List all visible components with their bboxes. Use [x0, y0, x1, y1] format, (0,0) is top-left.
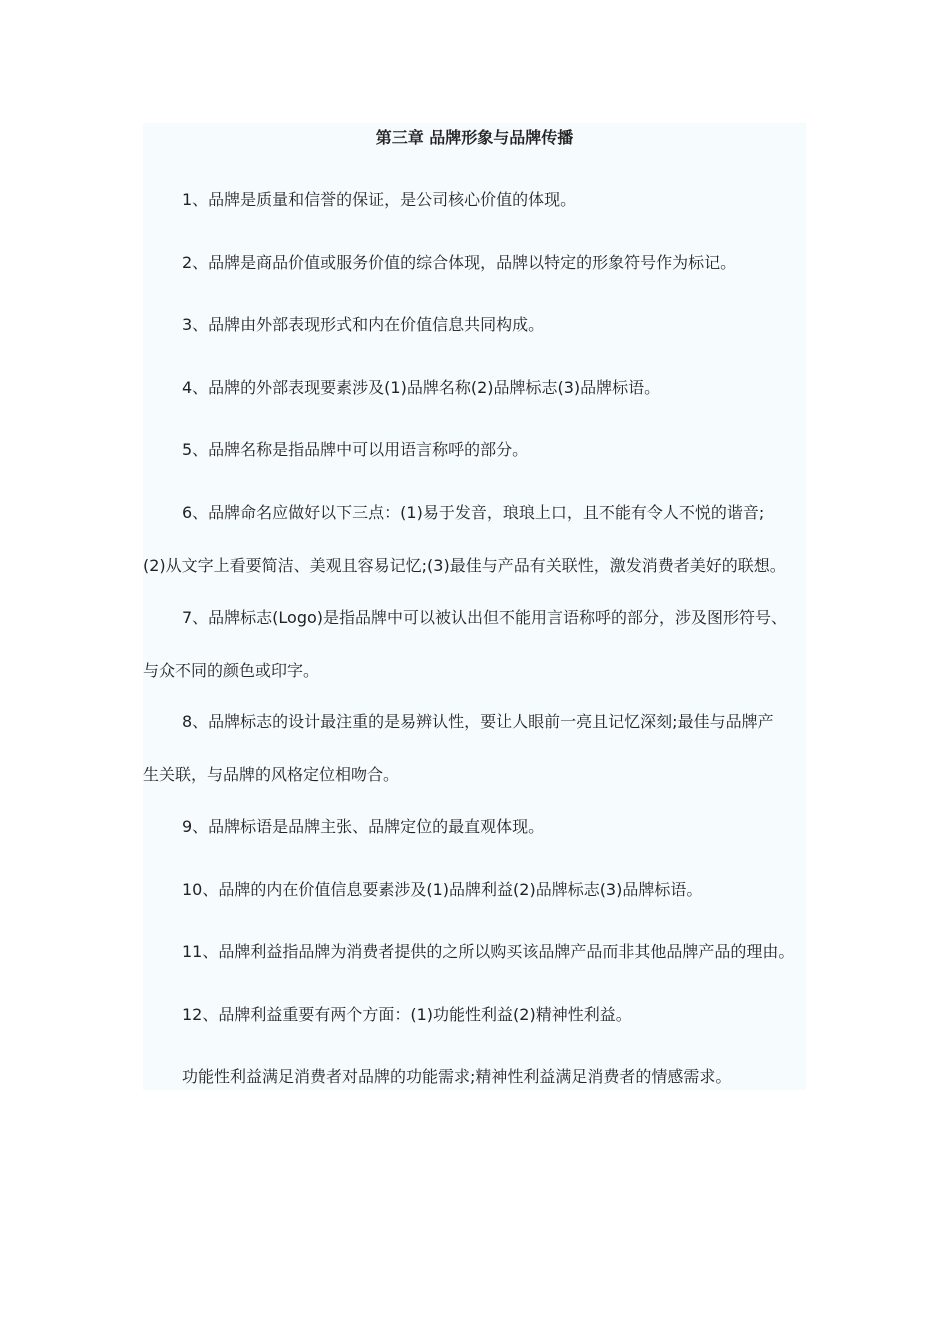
paragraph-line: 4、品牌的外部表现要素涉及(1)品牌名称(2)品牌标志(3)品牌标语。: [182, 378, 661, 397]
paragraph-line: 与众不同的颜色或印字。: [143, 661, 320, 680]
paragraph-12: [143, 1003, 806, 1027]
paragraph-13: [143, 1065, 806, 1089]
paragraph-line: 12、品牌利益重要有两个方面：(1)功能性利益(2)精神性利益。: [182, 1005, 632, 1024]
paragraph-line: 1、品牌是质量和信誉的保证，是公司核心价值的体现。: [182, 190, 577, 209]
paragraph-6: [143, 501, 806, 578]
paragraph-line: 3、品牌由外部表现形式和内在价值信息共同构成。: [182, 315, 545, 334]
paragraph-3: [143, 313, 806, 337]
paragraph-line: (2)从文字上看要简洁、美观且容易记忆;(3)最佳与产品有关联性，激发消费者美好的联想。: [143, 556, 786, 575]
paragraph-9: [143, 815, 806, 839]
paragraph-7: [143, 606, 806, 683]
paragraph-4: [143, 376, 806, 400]
paragraph-line: 6、品牌命名应做好以下三点：(1)易于发音，琅琅上口，且不能有令人不悦的谐音;: [182, 503, 765, 522]
paragraph-line: 2、品牌是商品价值或服务价值的综合体现，品牌以特定的形象符号作为标记。: [182, 253, 737, 272]
paragraph-line: 8、品牌标志的设计最注重的是易辨认性，要让人眼前一亮且记忆深刻;最佳与品牌产: [182, 712, 774, 731]
paragraph-11: [143, 940, 806, 964]
paragraph-line: 5、品牌名称是指品牌中可以用语言称呼的部分。: [182, 440, 529, 459]
paragraph-line: 功能性利益满足消费者对品牌的功能需求;精神性利益满足消费者的情感需求。: [182, 1067, 732, 1086]
document-body: [143, 123, 806, 1090]
paragraph-10: [143, 878, 806, 902]
document-title: 第三章 品牌形象与品牌传播: [375, 128, 574, 147]
paragraph-5: [143, 438, 806, 462]
paragraph-1: [143, 188, 806, 212]
paragraph-2: [143, 251, 806, 275]
paragraph-line: 9、品牌标语是品牌主张、品牌定位的最直观体现。: [182, 817, 545, 836]
paragraph-8: [143, 710, 806, 787]
paragraph-line: 10、品牌的内在价值信息要素涉及(1)品牌利益(2)品牌标志(3)品牌标语。: [182, 880, 703, 899]
paragraph-line: 11、品牌利益指品牌为消费者提供的之所以购买该品牌产品而非其他品牌产品的理由。: [182, 942, 795, 961]
paragraph-line: 生关联，与品牌的风格定位相吻合。: [143, 765, 400, 784]
paragraph-line: 7、品牌标志(Logo)是指品牌中可以被认出但不能用言语称呼的部分，涉及图形符号、: [182, 608, 788, 627]
